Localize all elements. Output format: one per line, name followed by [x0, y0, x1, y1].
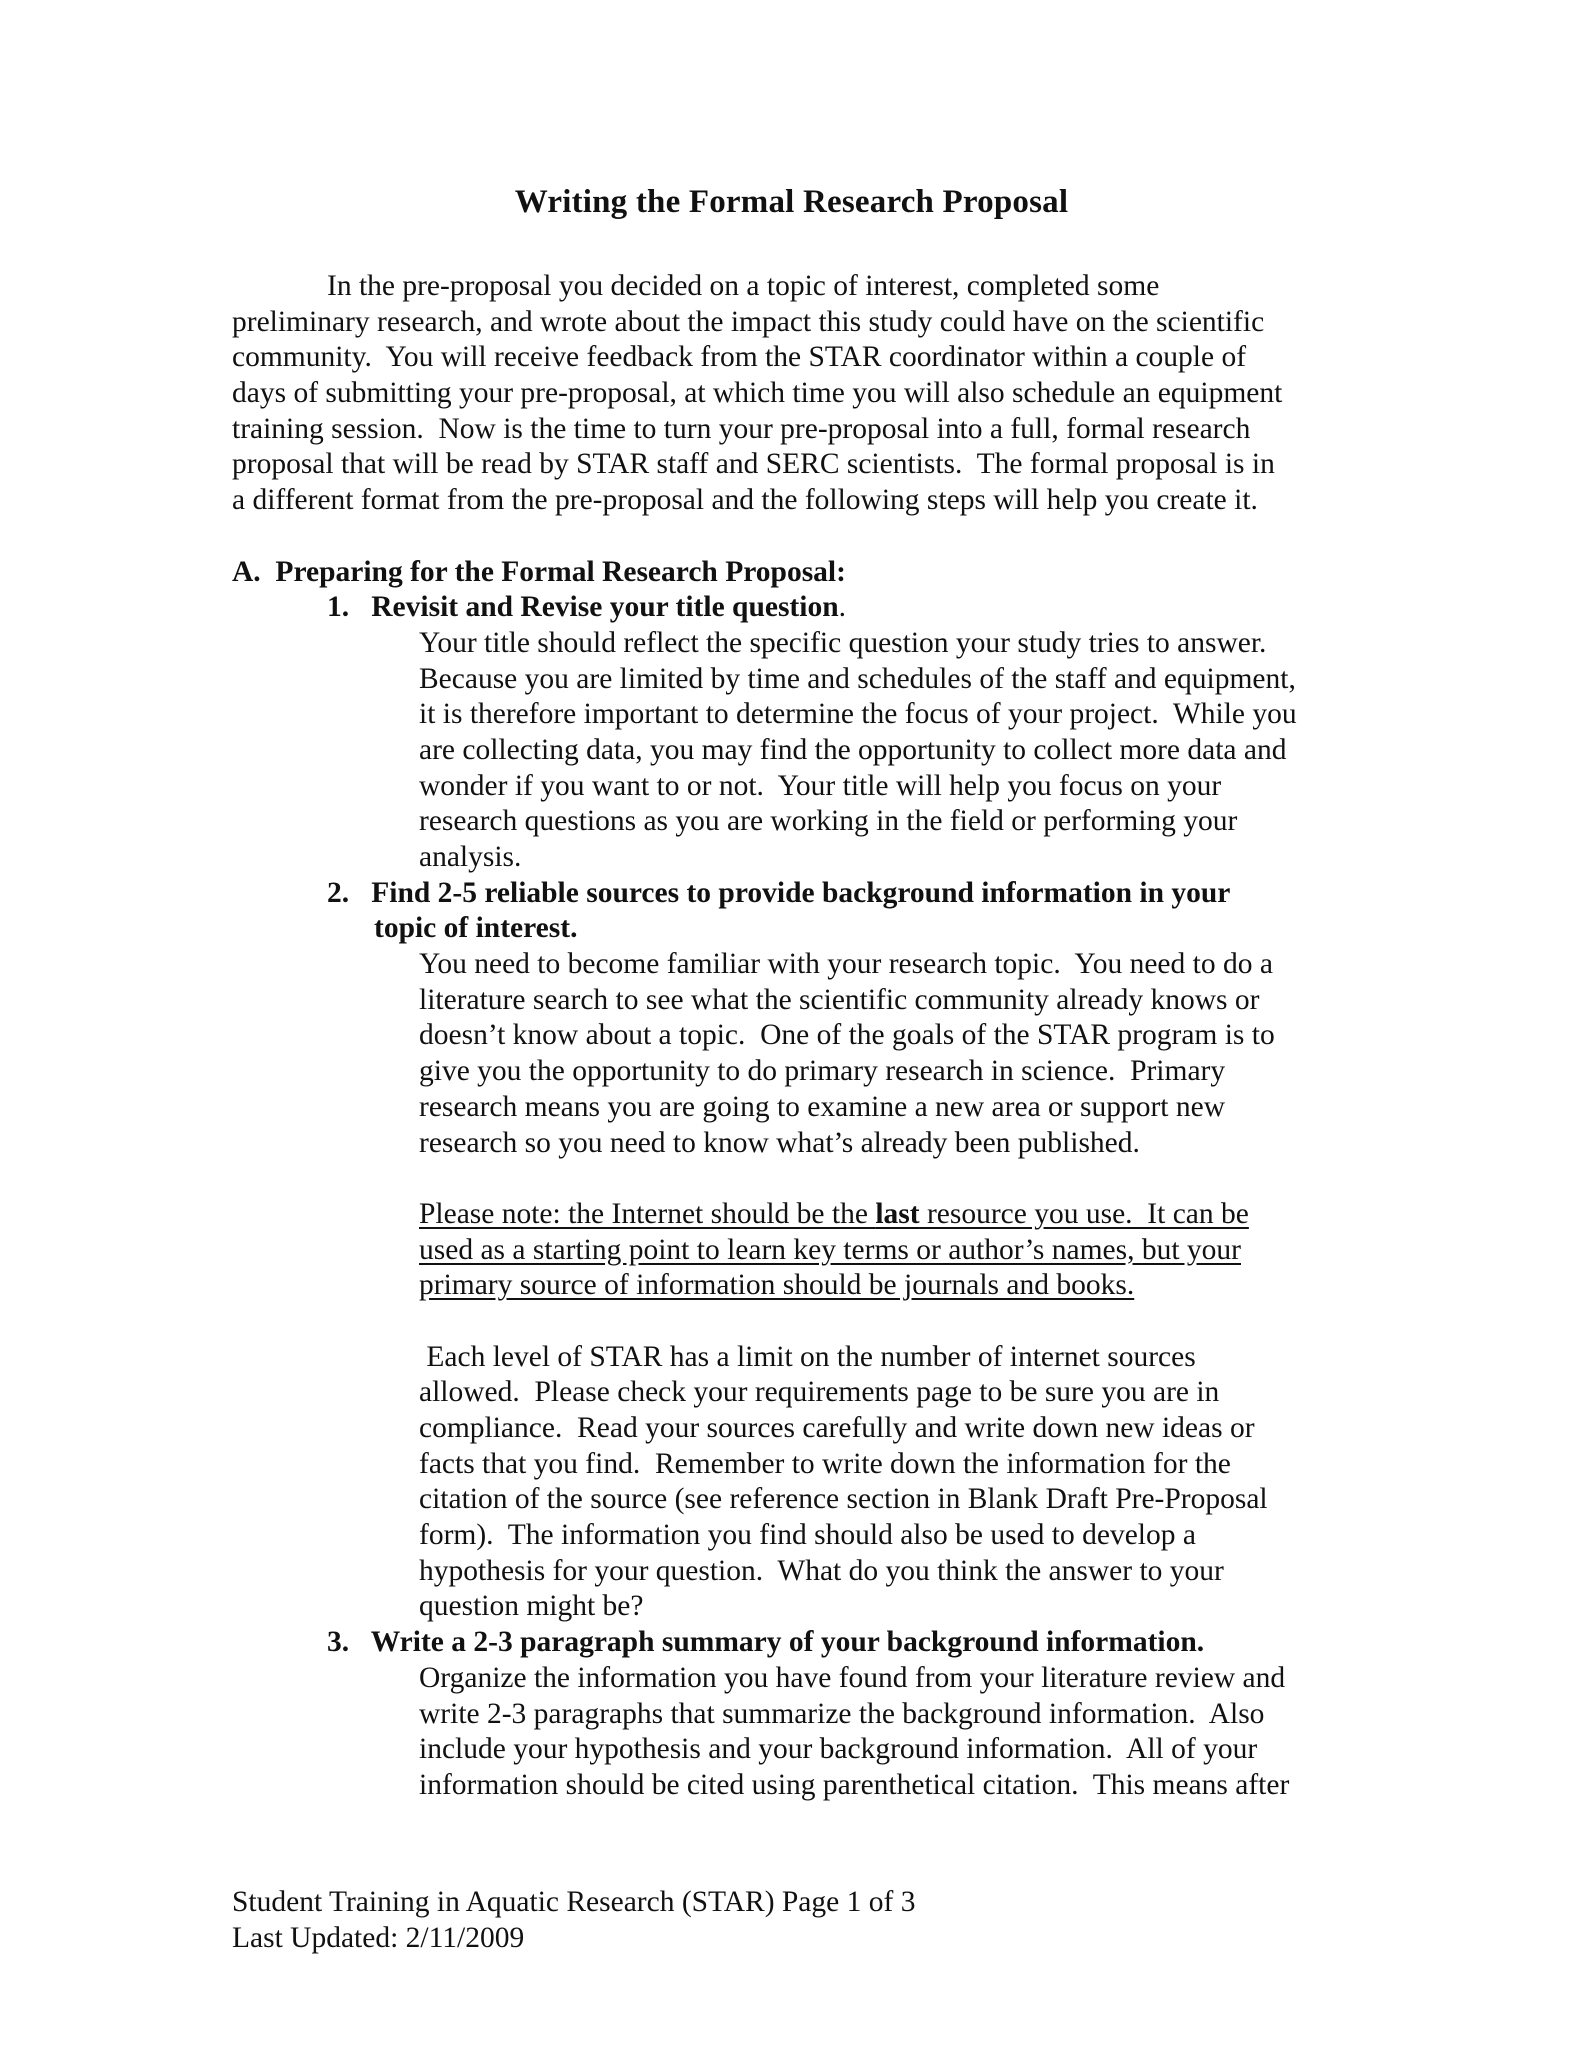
- text-line: facts that you find. Remember to write down the information for the: [419, 1447, 1231, 1480]
- text-line: include your hypothesis and your background information. All of your: [419, 1733, 1258, 1766]
- text-line: [0, 590, 1583, 626]
- text-line: literature search to see what the scientific community already knows or: [419, 983, 1260, 1016]
- text-run: last: [875, 1197, 920, 1230]
- text-line: used as a starting point to learn key terms or author’s names, but your: [419, 1233, 1241, 1266]
- text-line: A. Preparing for the Formal Research Proposal:: [232, 555, 846, 588]
- text-line: Organize the information you have found from your literature review and: [419, 1661, 1286, 1694]
- text-line: Each level of STAR has a limit on the number of internet sources: [419, 1340, 1196, 1373]
- text-run: .: [838, 591, 846, 624]
- text-line: allowed. Please check your requirements page to be sure you are in: [419, 1376, 1220, 1409]
- document-title: Writing the Formal Research Proposal: [514, 184, 1069, 220]
- page-footer: [232, 1884, 915, 1956]
- text-line: [0, 1304, 1583, 1340]
- footer-program-page: Student Training in Aquatic Research (STAR) Page 1 of 3: [232, 1886, 916, 1918]
- text-line: 2. Find 2-5 reliable sources to provide background information in your: [327, 876, 1231, 909]
- text-line: analysis.: [419, 841, 522, 873]
- text-line: proposal that will be read by STAR staff and SERC scientists. The formal proposal is in: [232, 448, 1275, 481]
- text-line: wonder if you want to or not. Your title will help you focus on your: [419, 769, 1222, 802]
- text-line: a different format from the pre-proposal and the following steps will help you create it.: [232, 484, 1258, 517]
- text-line: write 2-3 paragraphs that summarize the background information. Also: [419, 1697, 1265, 1730]
- text-line: primary source of information should be journals and books.: [419, 1269, 1135, 1302]
- text-line: topic of interest.: [374, 912, 578, 945]
- document-body: [0, 269, 1583, 1804]
- text-line: give you the opportunity to do primary research in science. Primary: [419, 1055, 1226, 1088]
- text-line: research questions as you are working in the field or performing your: [419, 805, 1238, 838]
- text-line: are collecting data, you may find the opportunity to collect more data and: [419, 733, 1287, 766]
- text-line: community. You will receive feedback from the STAR coordinator within a couple of: [232, 341, 1247, 374]
- text-line: days of submitting your pre-proposal, at which time you will also schedule an equipment: [232, 377, 1283, 410]
- text-run: Please note: the Internet should be the: [419, 1197, 876, 1230]
- text-line: You need to become familiar with your research topic. You need to do a: [419, 948, 1273, 981]
- text-line: In the pre-proposal you decided on a topic of interest, completed some: [327, 270, 1160, 302]
- text-line: doesn’t know about a topic. One of the goals of the STAR program is to: [419, 1019, 1275, 1052]
- text-line: citation of the source (see reference section in Blank Draft Pre-Proposal: [419, 1483, 1268, 1516]
- text-line: 3. Write a 2-3 paragraph summary of your background information.: [327, 1626, 1205, 1659]
- footer-last-updated: Last Updated: 2/11/2009: [232, 1922, 525, 1954]
- text-run: 1.: [327, 591, 372, 624]
- text-line: research means you are going to examine a new area or support new: [419, 1090, 1226, 1123]
- text-line: [0, 1161, 1583, 1197]
- text-line: [0, 1197, 1583, 1233]
- text-line: question might be?: [419, 1590, 644, 1623]
- text-run: resource you use. It can be: [919, 1197, 1249, 1230]
- text-line: Your title should reflect the specific question your study tries to answer.: [419, 626, 1267, 659]
- text-line: it is therefore important to determine the focus of your project. While you: [419, 698, 1297, 731]
- text-run: Revisit and Revise your title question: [371, 591, 839, 624]
- text-line: Because you are limited by time and schedules of the staff and equipment,: [419, 662, 1296, 695]
- text-line: hypothesis for your question. What do you think the answer to your: [419, 1554, 1224, 1587]
- text-line: compliance. Read your sources carefully and write down new ideas or: [419, 1412, 1255, 1444]
- text-line: research so you need to know what’s already been published.: [419, 1126, 1140, 1159]
- text-line: form). The information you find should also be used to develop a: [419, 1519, 1196, 1552]
- text-line: training session. Now is the time to turn your pre-proposal into a full, formal research: [232, 412, 1251, 445]
- text-line: preliminary research, and wrote about the impact this study could have on the scientific: [232, 305, 1265, 338]
- text-line: [0, 519, 1583, 555]
- text-line: information should be cited using parenthetical citation. This means after: [419, 1768, 1290, 1801]
